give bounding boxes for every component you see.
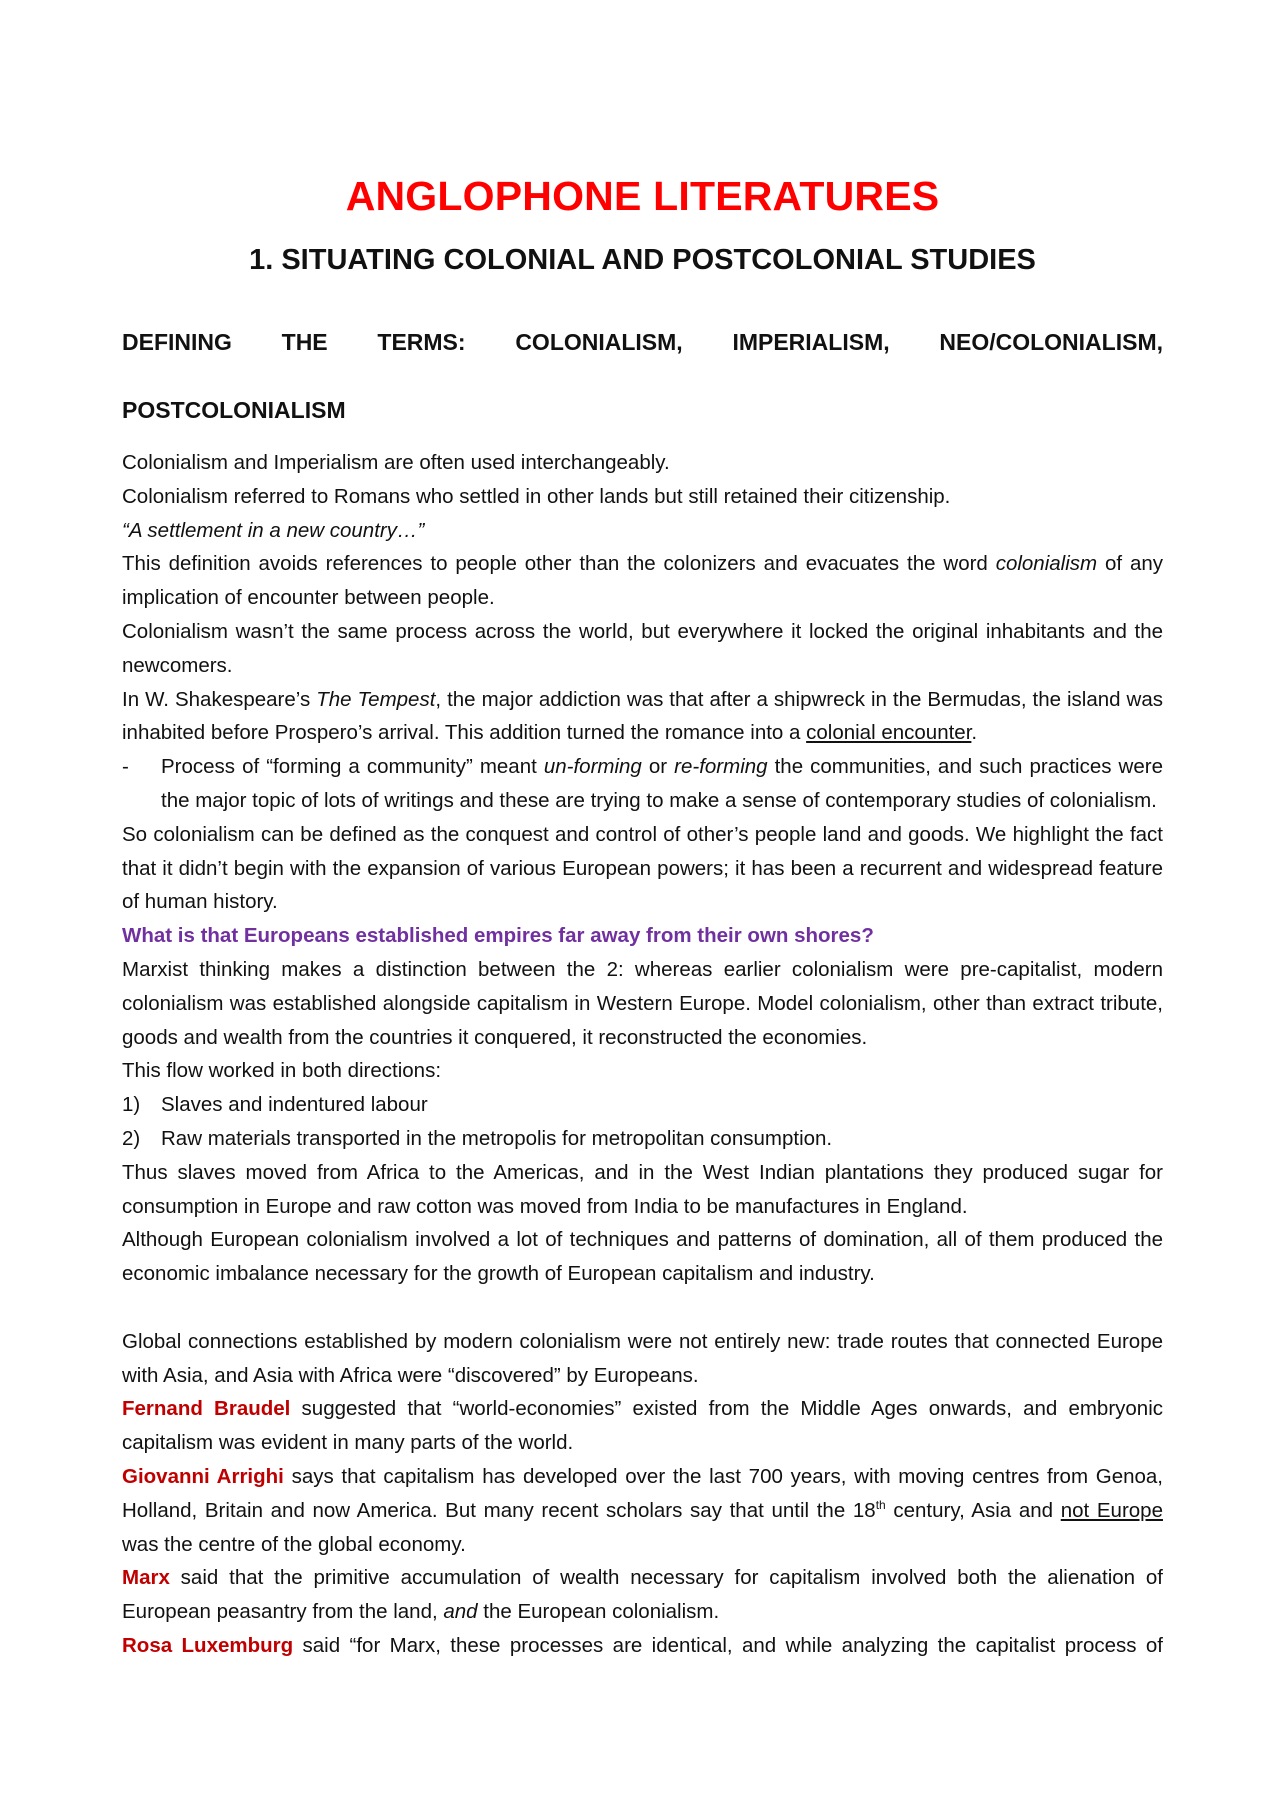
italic-term: re-forming xyxy=(674,755,768,779)
list-number: 2) xyxy=(122,1126,141,1150)
paragraph: Global connections established by modern colonialism were not entirely new: trade routes that connected Europe with Asia, and Asia with Africa were “discovered” by Europeans. xyxy=(122,1329,1163,1387)
italic-term: colonialism xyxy=(995,552,1098,576)
text-run: said that the primitive accumulation of wealth necessary for capitalism involved both the alienation of European peasantry from the land, xyxy=(122,1566,1163,1624)
text-run: the European colonialism. xyxy=(477,1600,720,1624)
text-run: of any implication of encounter between people. xyxy=(122,552,1163,610)
text-run: This definition avoids references to people other than the colonizers and evacuates the word xyxy=(122,552,996,576)
list-text: Raw materials transported in the metropolis for metropolitan consumption. xyxy=(161,1126,833,1150)
list-text: Slaves and indentured labour xyxy=(161,1093,428,1117)
paragraph xyxy=(122,1629,1163,1663)
question-heading: What is that Europeans established empires far away from their own shores? xyxy=(122,924,874,948)
paragraph: Colonialism and Imperialism are often used interchangeably. xyxy=(122,451,670,474)
superscript: th xyxy=(875,1497,886,1512)
bullet-item xyxy=(122,750,1163,818)
numbered-item xyxy=(122,1088,1163,1122)
paragraph xyxy=(122,1561,1163,1629)
text-run: Process of “forming a community” meant xyxy=(161,755,544,779)
text-run: suggested that “world-economies” existed from the Middle Ages onwards, and embryonic capitalism was evident in many parts of the world. xyxy=(122,1397,1164,1455)
paragraph xyxy=(122,1392,1163,1460)
numbered-item xyxy=(122,1122,1163,1156)
text-run: or xyxy=(641,755,675,779)
paragraph: Colonialism wasn’t the same process across the world, but everywhere it locked the original inhabitants and the newcomers. xyxy=(122,619,1163,677)
scholar-name: Fernand Braudel xyxy=(122,1397,291,1421)
italic-term: un-forming xyxy=(543,755,642,779)
italic-title: The Tempest xyxy=(316,687,436,711)
text-run: century, Asia and xyxy=(885,1498,1061,1522)
paragraph: Marxist thinking makes a distinction between the 2: whereas earlier colonialism were pre-capitalist, modern colonialism was established alongside capitalism in Western Europe. Model colonialism, other than extract tribute, goods and wealth from the countries it conquered, it reconstructed the economies. xyxy=(122,957,1163,1049)
document-body xyxy=(122,446,1163,1663)
text-run: In W. Shakespeare’s xyxy=(122,687,317,711)
paragraph: Colonialism referred to Romans who settled in other lands but still retained their citizenship. xyxy=(122,484,951,508)
blank-line xyxy=(122,1291,1163,1325)
text-run: says that capitalism has developed over the last 700 years, with moving centres from Genoa, Holland, Britain and now America. But many recent scholars say that until the 18 xyxy=(122,1464,1163,1522)
paragraph: Thus slaves moved from Africa to the Americas, and in the West Indian plantations they produced sugar for consumption in Europe and raw cotton was moved from India to be manufactures in England. xyxy=(122,1160,1163,1218)
scholar-name: Marx xyxy=(122,1566,170,1590)
scholar-name: Rosa Luxemburg xyxy=(122,1633,294,1657)
section-heading-line-1: DEFINING THE TERMS: COLONIALISM, IMPERIALISM, NEO/COLONIALISM, xyxy=(122,329,1163,355)
paragraph: Although European colonialism involved a lot of techniques and patterns of domination, all of them produced the economic imbalance necessary for the growth of European capitalism and industry. xyxy=(122,1228,1163,1286)
text-run: , the major addiction was that after a shipwreck in the Bermudas, the island was inhabited before Prospero’s arrival. This addition turned the romance into a xyxy=(122,687,1164,745)
paragraph xyxy=(122,1460,1163,1561)
paragraph: This flow worked in both directions: xyxy=(122,1059,442,1083)
underlined-term: colonial encounter xyxy=(806,721,972,745)
document-title: ANGLOPHONE LITERATURES xyxy=(345,173,940,219)
text-run: was the centre of the global economy. xyxy=(122,1532,466,1556)
text-run: the communities, and such practices were the major topic of lots of writings and these are trying to make a sense of contemporary studies of colonialism. xyxy=(161,755,1163,812)
scholar-name: Giovanni Arrighi xyxy=(122,1464,284,1488)
text-run: . xyxy=(971,721,978,745)
underlined-term: not Europe xyxy=(1060,1498,1163,1522)
quote-paragraph: “A settlement in a new country…” xyxy=(122,518,425,542)
text-run: said “for Marx, these processes are identical, and while analyzing the capitalist process of xyxy=(293,1633,1163,1657)
list-number: 1) xyxy=(122,1093,141,1117)
bullet-marker: - xyxy=(122,755,129,779)
paragraph xyxy=(122,547,1163,615)
italic-term: and xyxy=(443,1600,478,1624)
chapter-title: 1. SITUATING COLONIAL AND POSTCOLONIAL STUDIES xyxy=(249,244,1036,276)
section-heading-line-2: POSTCOLONIALISM xyxy=(122,397,346,423)
paragraph: So colonialism can be defined as the conquest and control of other’s people land and goods. We highlight the fact that it didn’t begin with the expansion of various European powers; it has been a recurrent and widespread feature of human history. xyxy=(122,822,1163,914)
paragraph xyxy=(122,683,1163,751)
